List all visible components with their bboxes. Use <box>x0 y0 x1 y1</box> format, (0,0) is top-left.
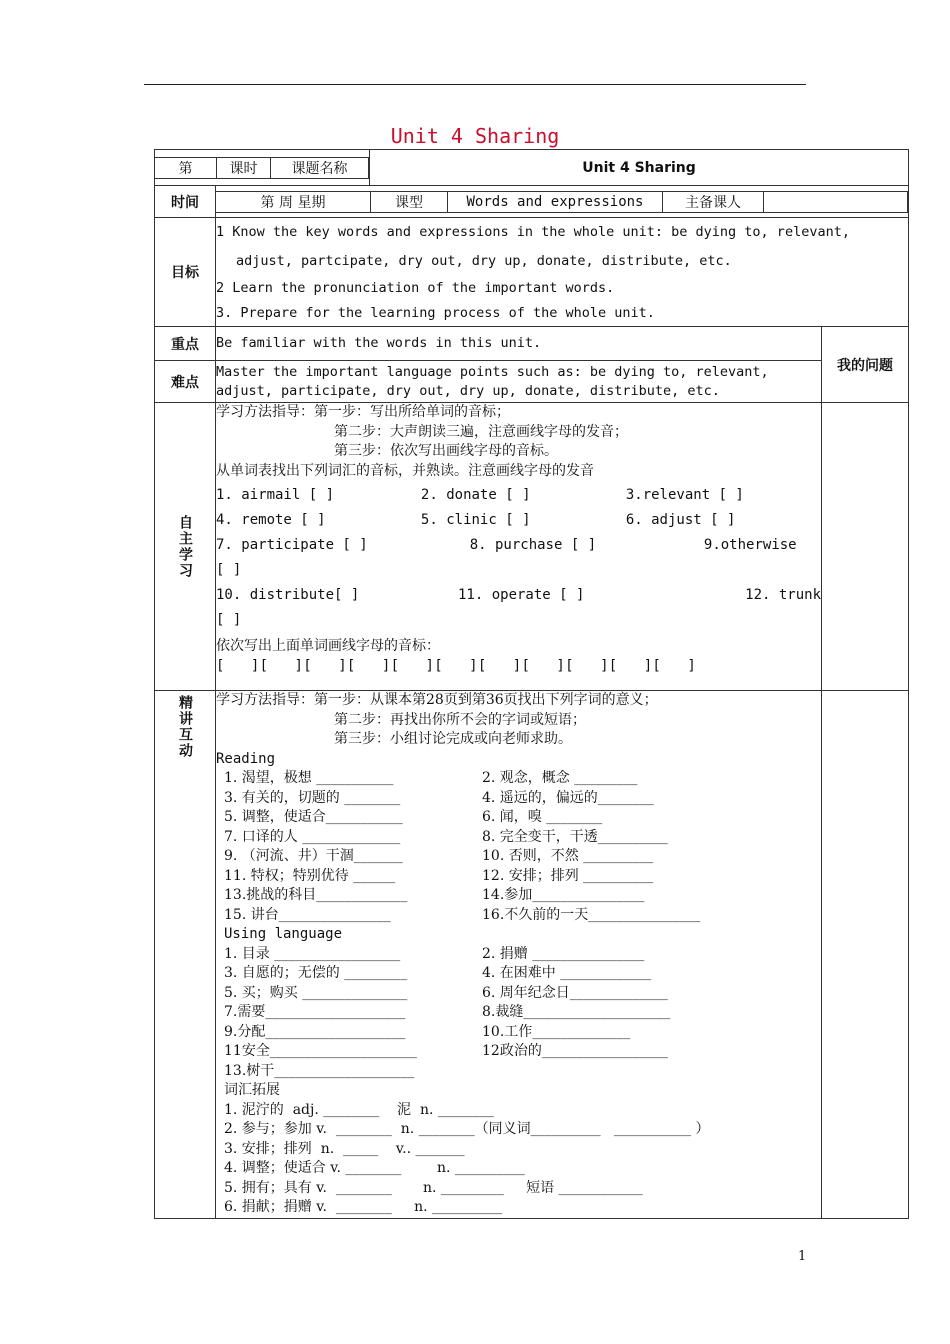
word-item: 7. participate [ ] <box>216 537 368 553</box>
topic-value: Unit 4 Sharing <box>370 150 909 186</box>
vocab-item: 12. 安排；排列 __________ <box>482 867 654 884</box>
vocab-item: 2. 捐赠 ________________ <box>482 945 645 962</box>
vocab-row <box>224 964 821 984</box>
extension-item: 3. 安排；排列 n. _____ v.. _______ <box>224 1140 465 1157</box>
reading-list <box>216 769 821 925</box>
word-item: 6. adjust [ ] <box>625 512 736 528</box>
vocab-item <box>482 1062 821 1082</box>
topic-label: 课题名称 <box>271 157 369 178</box>
self-study-intro: 从单词表找出下列词汇的音标，并熟读。注意画线字母的发音 <box>216 462 594 479</box>
vocab-item: 13.树干____________________ <box>224 1062 415 1079</box>
page-title: Unit 4 Sharing <box>390 124 560 148</box>
vocab-row <box>224 984 821 1004</box>
header-rule <box>144 84 806 85</box>
goal-line-4: 3. Prepare for the learning process of the whole unit. <box>216 305 655 321</box>
vocab-row <box>224 1062 821 1082</box>
type-label: 课型 <box>371 191 448 212</box>
word-row-4 <box>216 583 821 608</box>
intensive-method-3: 第三步：小组讨论完成或向老师求助。 <box>334 731 572 747</box>
phonetic-title: 依次写出上面单词画线字母的音标： <box>216 638 440 654</box>
vocab-item: 12政治的__________________ <box>482 1043 668 1059</box>
vocab-item: 11. 特权；特别优待 ______ <box>224 867 396 884</box>
word-item: 3.relevant [ ] <box>625 487 744 503</box>
using-title: Using language <box>224 926 343 942</box>
vocab-row <box>224 906 821 926</box>
vocab-item: 1. 目录 __________________ <box>224 945 401 962</box>
lesson-di: 第 <box>155 157 217 178</box>
vocab-row <box>224 1042 821 1062</box>
goal-line-3: 2 Learn the pronunciation of the important words. <box>216 280 615 296</box>
extension-item: 2. 参与；参加 v. ________ n. ________（同义词__________ ___________ ） <box>224 1121 710 1137</box>
goals-label: 目标 <box>155 218 216 327</box>
vocab-row <box>224 886 821 906</box>
vocab-item: 3. 自愿的；无偿的 _________ <box>224 965 408 981</box>
vocab-row <box>224 1003 821 1023</box>
vocab-row <box>224 867 821 887</box>
difficult-line-2: adjust, participate, dry out, dry up, donate, distribute, etc. <box>216 382 720 399</box>
self-study-method-3: 第三步：依次写出画线字母的音标。 <box>334 443 558 459</box>
vocab-item: 10.工作______________ <box>482 1023 631 1040</box>
extension-item: 6. 捐献；捐赠 v. ________ n. __________ <box>224 1199 503 1215</box>
vocab-item: 3. 有关的，切题的 ________ <box>224 789 401 806</box>
key-text: Be familiar with the words in this unit. <box>216 327 822 361</box>
vocab-item: 4. 遥远的，偏远的________ <box>482 789 654 806</box>
self-study-method-1: 学习方法指导：第一步：写出所给单词的音标； <box>216 404 510 420</box>
time-row <box>216 191 908 213</box>
self-study-method-2: 第二步：大声朗读三遍，注意画线字母的发音； <box>334 423 628 440</box>
vocab-item: 10. 否则，不然 __________ <box>482 848 654 864</box>
vocab-item: 7. 口译的人 ______________ <box>224 828 401 845</box>
word-row-1 <box>216 483 821 508</box>
vocab-row <box>224 789 821 809</box>
intensive-method-1: 学习方法指导：第一步：从课本第28页到第36页找出下列字词的意义； <box>216 692 658 708</box>
vocab-item: 4. 在困难中 _____________ <box>482 965 652 981</box>
vocab-item: 2. 观念，概念 _________ <box>482 770 638 786</box>
word-row-2 <box>216 508 821 533</box>
my-questions-label: 我的问题 <box>822 327 909 403</box>
word-item: 9.otherwise <box>703 537 797 553</box>
using-list <box>216 945 821 1082</box>
extension-title: 词汇拓展 <box>224 1082 280 1098</box>
vocab-row <box>224 769 821 789</box>
vocab-item: 6. 周年纪念日______________ <box>482 984 668 1001</box>
vocab-item: 13.挑战的科目_____________ <box>224 887 408 903</box>
lesson-plan-table <box>154 149 909 1219</box>
week-text: 第 周 星期 <box>216 191 371 212</box>
vocab-item: 5. 买；购买 _______________ <box>224 984 408 1001</box>
vocab-item: 8.裁缝_____________________ <box>482 1004 671 1020</box>
phonetic-brackets: [ ][ ][ ][ ][ ][ ][ ][ ][ ][ ][ ] <box>216 657 697 674</box>
word-item: 1. airmail [ ] <box>216 487 335 503</box>
vocab-row <box>224 808 821 828</box>
vocab-item: 16.不久前的一天________________ <box>482 906 701 923</box>
self-study-label: 自主学习 <box>177 514 193 579</box>
vocab-item: 9. （河流、井）干涸_______ <box>224 848 403 864</box>
page-number: 1 <box>798 1249 807 1264</box>
teacher-label: 主备课人 <box>663 191 764 212</box>
vocab-row <box>224 1023 821 1043</box>
lesson-keshi: 课时 <box>217 157 271 178</box>
time-label: 时间 <box>155 186 216 218</box>
lesson-row <box>155 157 369 179</box>
intensive-method-2: 第二步：再找出你所不会的字词或短语； <box>334 711 586 728</box>
vocab-item: 5. 调整，使适合___________ <box>224 809 403 825</box>
word-row-3-bracket: [ ] <box>216 562 242 578</box>
vocab-item: 9.分配____________________ <box>224 1023 406 1040</box>
vocab-row <box>224 828 821 848</box>
word-row-3 <box>216 533 821 558</box>
word-item: 11. operate [ ] <box>458 587 585 603</box>
word-item: 10. distribute[ ] <box>216 587 360 603</box>
type-value: Words and expressions <box>448 191 663 212</box>
word-item: 4. remote [ ] <box>216 512 326 528</box>
vocab-item: 11安全_____________________ <box>224 1043 417 1059</box>
vocab-item: 8. 完全变干，干透__________ <box>482 828 668 845</box>
vocab-row <box>224 945 821 965</box>
extension-item: 5. 拥有；具有 v. ________ n. _________ 短语 ____________ <box>224 1179 643 1196</box>
goal-line-1: 1 Know the key words and expressions in the whole unit: be dying to, relevant, <box>216 224 850 240</box>
vocab-item: 7.需要____________________ <box>224 1004 406 1020</box>
word-item: 2. donate [ ] <box>420 487 531 503</box>
vocab-row <box>224 847 821 867</box>
word-item: 5. clinic [ ] <box>420 512 531 528</box>
vocab-item: 14.参加________________ <box>482 887 645 903</box>
goal-line-2: adjust, partcipate, dry out, dry up, donate, distribute, etc. <box>236 253 732 269</box>
difficult-line-1: Master the important language points such as: be dying to, relevant, <box>216 363 769 380</box>
vocab-item: 6. 闻，嗅 ________ <box>482 809 603 825</box>
extension-list <box>216 1101 821 1218</box>
teacher-value <box>764 191 908 212</box>
reading-title: Reading <box>216 750 276 767</box>
vocab-item: 15. 讲台________________ <box>224 906 391 923</box>
extension-item: 4. 调整；使适合 v. ________ n. __________ <box>224 1160 525 1176</box>
intensive-label: 精讲互动 <box>177 695 193 759</box>
extension-item: 1. 泥泞的 adj. ________ 泥 n. ________ <box>224 1101 494 1118</box>
word-row-4-bracket: [ ] <box>216 612 242 628</box>
key-label: 重点 <box>155 327 216 361</box>
vocab-item: 1. 渴望，极想 ___________ <box>224 770 394 786</box>
difficult-label: 难点 <box>155 361 216 403</box>
word-item: 8. purchase [ ] <box>469 537 597 553</box>
word-item: 12. trunk <box>745 587 821 603</box>
